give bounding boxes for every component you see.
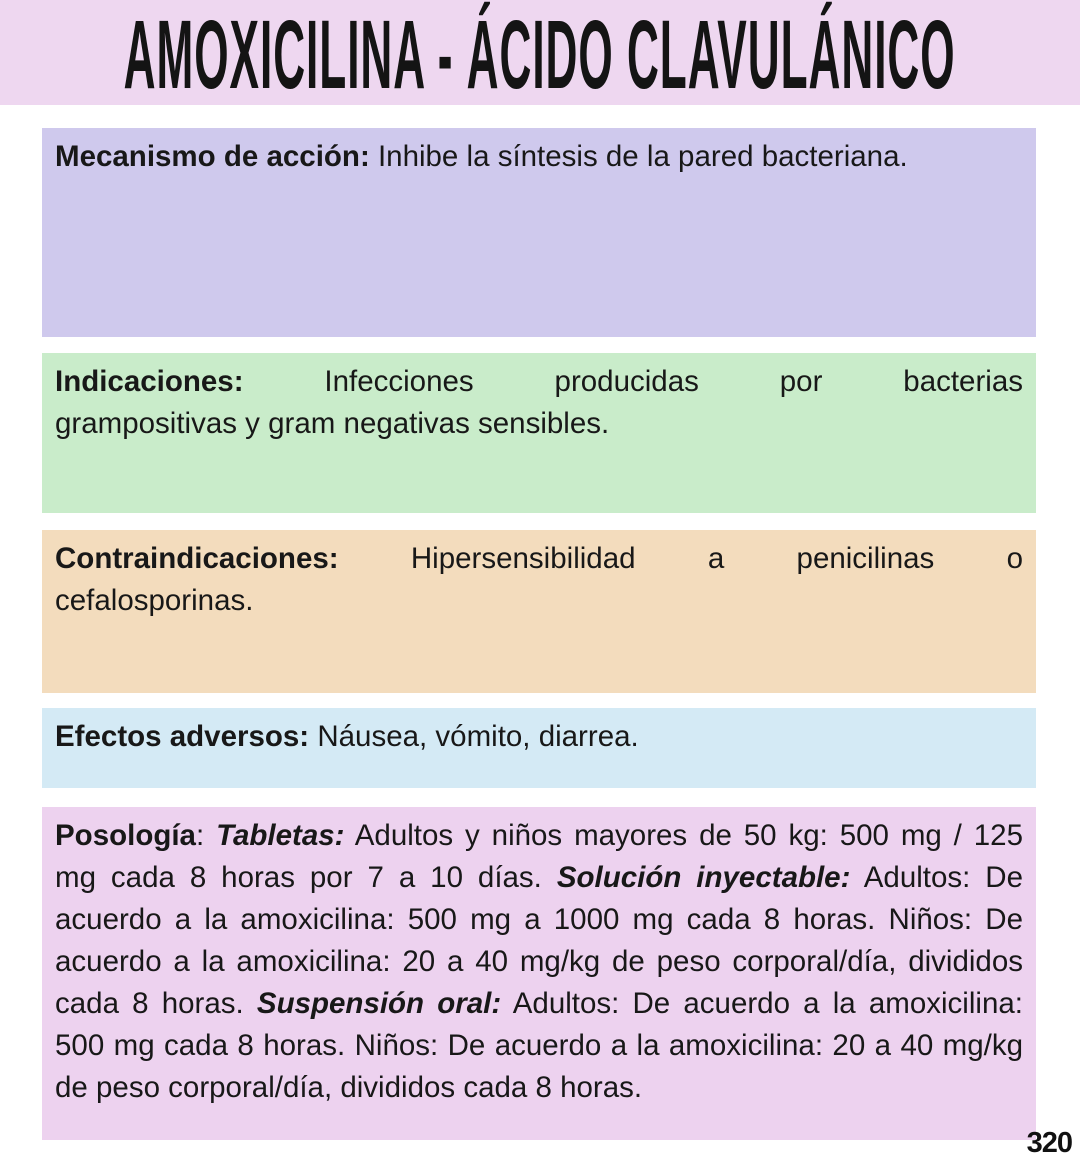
text-line — [55, 361, 1023, 403]
text-line — [55, 983, 1023, 1025]
text-line — [55, 941, 1023, 983]
text-segment: : — [195, 819, 217, 852]
text-segment: cefalosporinas. — [55, 584, 254, 617]
text-segment: acuerdo a la amoxicilina: 20 a 40 mg/kg de peso corporal/día, divididos — [55, 945, 1023, 978]
text-segment: Náusea, vómito, diarrea. — [309, 720, 639, 753]
text-segment: Inhibe la síntesis de la pared bacteriana. — [369, 140, 908, 173]
text-line — [55, 538, 1023, 580]
text-segment: Infecciones producidas por bacterias — [243, 365, 1023, 398]
text-line — [55, 1025, 1023, 1067]
text-segment: Tabletas: — [216, 819, 345, 852]
text-segment: Hipersensibilidad a penicilinas o — [338, 542, 1023, 575]
text-line — [55, 857, 1023, 899]
text-line — [55, 1067, 1023, 1109]
text-segment: Efectos adversos: — [55, 720, 310, 753]
section-contraindicaciones — [42, 530, 1036, 693]
text-line — [55, 403, 1023, 445]
page-title: AMOXICILINA - ÁCIDO CLAVULÁNICO — [124, 0, 956, 109]
text-segment: Adultos y niños mayores de 50 kg: 500 mg / 125 — [344, 819, 1023, 852]
text-line — [55, 580, 1023, 622]
section-posologia — [42, 807, 1036, 1140]
text-segment: Indicaciones: — [55, 365, 244, 398]
text-line — [55, 136, 1023, 178]
text-segment: Adultos: De acuerdo a la amoxicilina: — [501, 987, 1023, 1020]
text-segment: de peso corporal/día, divididos cada 8 horas. — [55, 1071, 643, 1104]
section-mecanismo-de-accion — [42, 128, 1036, 337]
text-segment: Adultos: De — [850, 861, 1023, 894]
text-segment: Posología — [55, 819, 196, 852]
text-segment: mg cada 8 horas por 7 a 10 días. — [55, 861, 557, 894]
text-line — [55, 716, 1023, 758]
section-indicaciones — [42, 353, 1036, 513]
text-segment: grampositivas y gram negativas sensibles. — [55, 407, 610, 440]
section-efectos-adversos — [42, 708, 1036, 788]
text-segment: Suspensión oral: — [256, 987, 502, 1020]
page-number: 320 — [1026, 1127, 1072, 1159]
text-segment: Solución inyectable: — [556, 861, 851, 894]
text-line — [55, 899, 1023, 941]
title-band — [0, 0, 1080, 109]
text-segment: Contraindicaciones: — [55, 542, 339, 575]
text-segment: cada 8 horas. — [55, 987, 257, 1020]
text-line — [55, 815, 1023, 857]
text-segment: Mecanismo de acción: — [55, 140, 370, 173]
text-segment: 500 mg cada 8 horas. Niños: De acuerdo a la amoxicilina: 20 a 40 mg/kg — [55, 1029, 1023, 1062]
text-segment: acuerdo a la amoxicilina: 500 mg a 1000 mg cada 8 horas. Niños: De — [55, 903, 1023, 936]
